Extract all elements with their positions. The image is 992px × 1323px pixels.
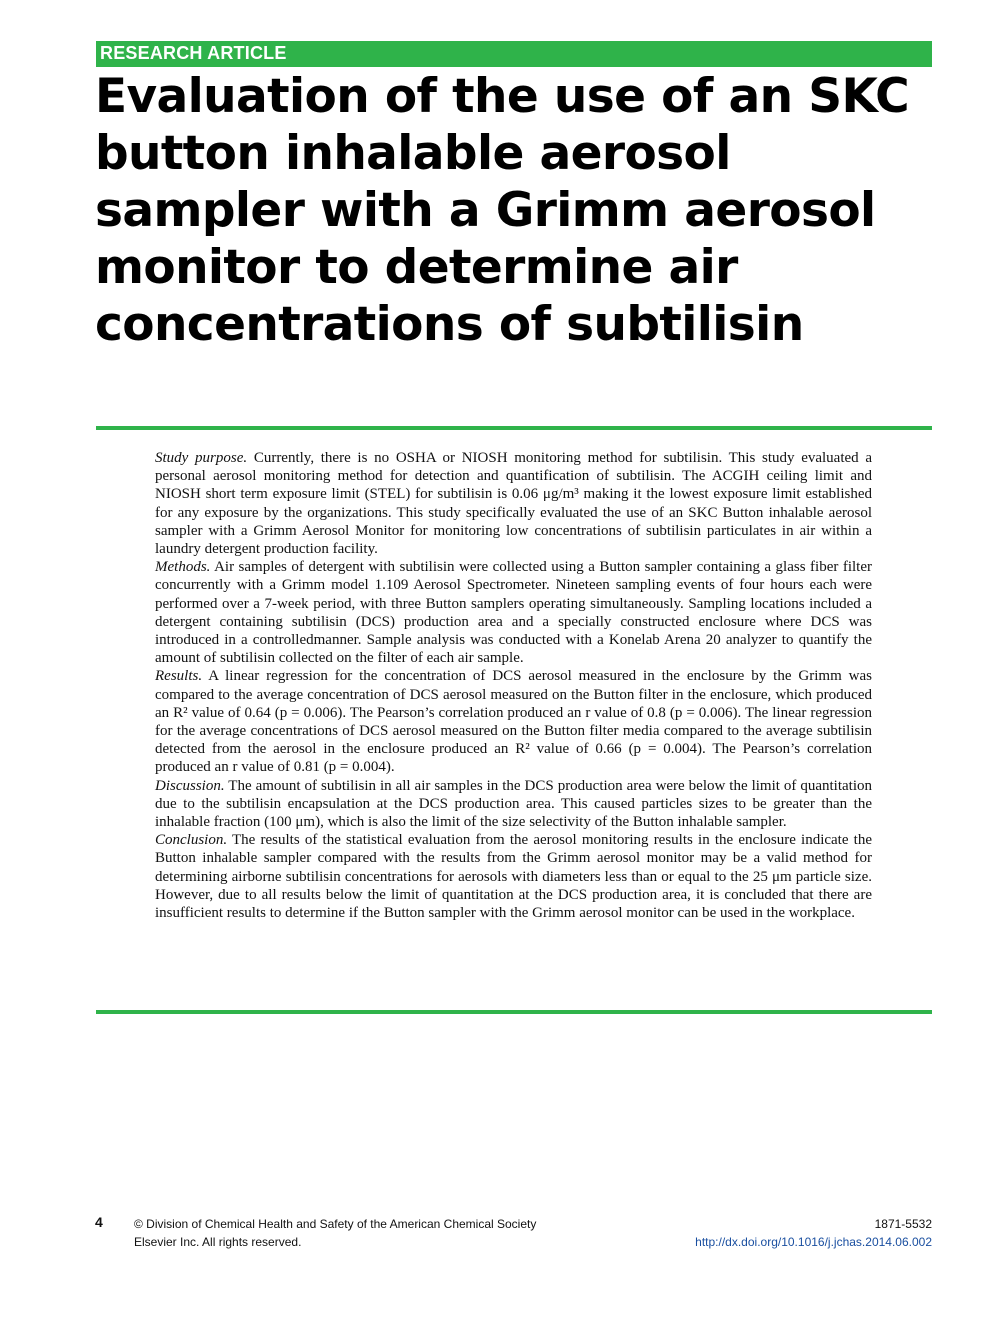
section-banner: [96, 41, 932, 67]
journal-identifiers: [695, 1215, 932, 1251]
copyright-line-1: © Division of Chemical Health and Safety of the American Chemical Society: [134, 1217, 537, 1231]
section-label: RESEARCH ARTICLE: [100, 43, 287, 63]
abstract-conclusion: [155, 831, 872, 922]
study-purpose-label: Study purpose.: [155, 450, 248, 466]
abstract-results: [155, 667, 872, 776]
top-divider: [96, 426, 932, 430]
discussion-label: Discussion.: [155, 777, 225, 794]
methods-label: Methods.: [155, 559, 211, 576]
copyright-line-2: Elsevier Inc. All rights reserved.: [134, 1235, 302, 1249]
abstract-discussion: [155, 777, 872, 832]
results-label: Results.: [155, 668, 203, 685]
bottom-divider: [96, 1010, 932, 1014]
abstract-study-purpose: [155, 449, 872, 558]
methods-text: Air samples of detergent with subtilisin were collected using a Button sampler containing a glass fiber filter concurrently with a Grimm model 1.109 Aerosol Spectrometer. Nineteen sampling events of four hours each were performed over a 7-week period, with three Button samplers operating simultaneously. Sampling locations included a detergent containing subtilisin (DCS) production area and a specially constructed enclosure where DCS was introduced in a controlledmanner. Sample analysis was conducted with a Konelab Arena 20 analyzer to quantify the amount of subtilisin collected on the filter of each air sample.: [155, 559, 872, 667]
article-title: Evaluation of the use of an SKC button inhalable aerosol sampler with a Grimm aerosol monitor to determine air concentrations of subtilisin: [95, 69, 910, 352]
study-purpose-text: Currently, there is no OSHA or NIOSH monitoring method for subtilisin. This study evaluated a personal aerosol monitoring method for detection and quantification of subtilisin. The ACGIH ceiling limit and NIOSH short term exposure limit (STEL) for subtilisin is 0.06 μg/m³ making it the lowest exposure limit established for any exposure by the organizations. This study specifically evaluated the use of an SKC Button inhalable aerosol sampler with a Grimm Aerosol Monitor for monitoring low concentrations of subtilisin particulates in air within a laundry detergent production facility.: [155, 450, 873, 558]
conclusion-label: Conclusion.: [155, 832, 228, 849]
discussion-text: The amount of subtilisin in all air samples in the DCS production area were below the limit of quantitation due to the subtilisin encapsulation at the DCS production area. This caused particles sizes to be greater than the inhalable fraction (100 μm), which is also the limit of the size selectivity of the Button inhalable sampler.: [155, 777, 872, 831]
doi-link[interactable]: http://dx.doi.org/10.1016/j.jchas.2014.06.002: [695, 1235, 932, 1249]
abstract: [155, 449, 872, 922]
copyright: [134, 1215, 536, 1251]
results-text: A linear regression for the concentration of DCS aerosol measured in the enclosure by the Grimm was compared to the average concentration of DCS aerosol measured on the Button filter in the enclosure, which produced an R² value of 0.64 (p = 0.006). The Pearson’s correlation produced an r value of 0.8 (p = 0.006). The linear regression for the average concentrations of DCS aerosol measured on the Button filter media compared to the average subtilisin detected from the aerosol in the enclosure produced an R² value of 0.66 (p = 0.004). The Pearson’s correlation produced an r value of 0.81 (p = 0.004).: [155, 668, 872, 776]
issn: 1871-5532: [874, 1217, 932, 1231]
page-number: 4: [95, 1214, 103, 1230]
conclusion-text: The results of the statistical evaluation from the aerosol monitoring results in the enclosure indicate the Button inhalable sampler compared with the results from the Grimm aerosol monitor may be a valid method for determining airborne subtilisin concentrations for aerosols with diameters less than or equal to the 25 μm particle size. However, due to all results below the limit of quantitation at the DCS production area, it is concluded that there are insufficient results to determine if the Button sampler with the Grimm aerosol monitor can be used in the workplace.: [155, 832, 873, 922]
abstract-methods: [155, 558, 872, 667]
